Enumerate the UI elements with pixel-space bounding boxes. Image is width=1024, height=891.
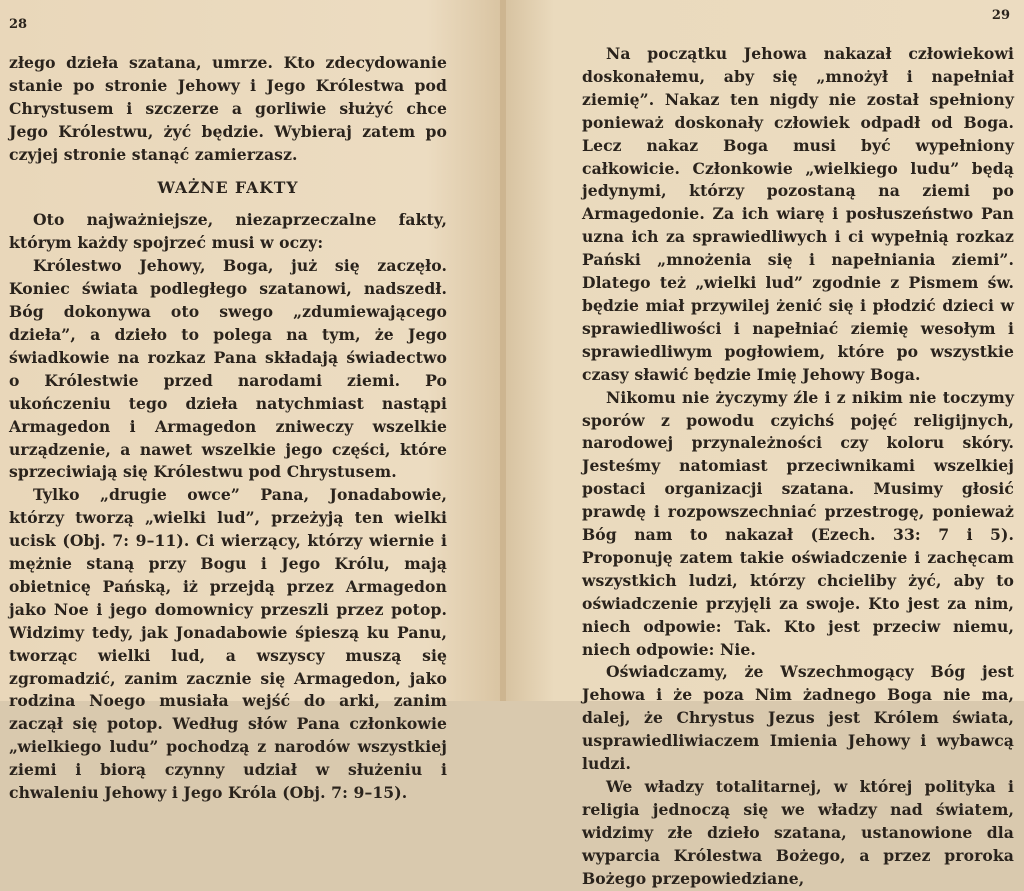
left-page: [0, 0, 502, 803]
book-gutter: [500, 0, 506, 701]
paragraph: Tylko „drugie owce” Pana, Jonadabowie, którzy tworzą „wielki lud”, przeżyją ten wielki ucisk (Obj. 7: 9–11). Ci wierzący, którzy wiernie i mężnie staną przy Bogu i Jego Królu, mają obietnicę Pańską, iż przejdą przez Armagedon jako Noe i jego domownicy przeszli przez potop. Widzimy tedy, jak Jonadabowie śpieszą ku Panu, tworząc wielki lud, a wszyscy muszą się zgromadzić, zanim zacznie się Armagedon, jako rodzina Noego musiała wejść do arki, zanim zaczął się potop. Według słów Pana członkowie „wielkiego ludu” pochodzą z narodów wszystkiej ziemi i biorą czynny udział w służeniu i chwaleniu Jehowy i Jego Króla (Obj. 7: 9–15).: [9, 485, 447, 803]
paragraph: Oto najważniejsze, niezaprzeczalne fakty, którym każdy spojrzeć musi w oczy:: [9, 210, 447, 253]
paragraph: Na początku Jehowa nakazał człowiekowi doskonałemu, aby się „mnożył i napełniał ziemię”. Nakaz ten nigdy nie został spełniony ponieważ doskonały człowiek odpadł od Boga. Lecz nakaz Boga musi być wypełniony całkowicie. Członkowie „wielkiego ludu” będą jedynymi, którzy pozostaną na ziemi po Armagedonie. Za ich wiarę i posłuszeństwo Pan uzna ich za sprawiedliwych i ci wypełnią rozkaz Pański „mnożenia się i napełniania ziemi”. Dlatego też „wielki lud” zgodnie z Pismem św. będzie miał przywilej żenić się i płodzić dzieci w sprawiedliwości i napełniać ziemię wesołym i sprawiedliwym pogłowiem, które po wszystkie czasy sławić będzie Imię Jehowy Boga.: [582, 44, 1014, 384]
paragraph: Królestwo Jehowy, Boga, już się zaczęło. Koniec świata podległego szatanowi, nadszedł. Bóg dokonywa oto swego „zdumiewającego dzieła”, a dzieło to polega na tym, że Jego świadkowie na rozkaz Pana składają świadectwo o Królestwie przed narodami ziemi. Po ukończeniu tego dzieła natychmiast nastąpi Armagedon i Armagedon zniweczy wszelkie urządzenie, a nawet wszelkie jego części, które sprzeciwiają się Królestwu pod Chrystusem.: [9, 256, 447, 482]
right-page-text: [582, 43, 1014, 891]
page-number-left: 28: [9, 17, 28, 32]
left-page-text: [9, 52, 447, 805]
section-heading: WAŻNE FAKTY: [157, 177, 299, 197]
paragraph: Oświadczamy, że Wszechmogący Bóg jest Jehowa i że poza Nim żadnego Boga nie ma, dalej, że Chrystus Jezus jest Królem świata, usprawiedliwiaczem Imienia Jehowy i wybawcą ludzi.: [582, 662, 1014, 774]
paragraph: We władzy totalitarnej, w której polityka i religia jednoczą się we władzy nad światem, widzimy złe dzieło szatana, ustanowione dla wyparcia Królestwa Bożego, a przez proroka Bożego przepowiedziane,: [582, 777, 1014, 888]
paragraph: Nikomu nie życzymy źle i z nikim nie toczymy sporów z powodu czyichś pojęć religijnych, narodowej przynależności czy koloru skóry. Jesteśmy natomiast przeciwnikami wszelkiej postaci organizacji szatana. Musimy głosić prawdę i rozpowszechniać przestrogę, ponieważ Bóg nam to nakazał (Ezech. 33: 7 i 5). Proponuję zatem takie oświadczenie i zachęcam wszystkich ludzi, którzy chcieliby żyć, aby to oświadczenie przyjęli za swoje. Kto jest za nim, niech odpowie: Tak. Kto jest przeciw niemu, niech odpowie: Nie.: [582, 387, 1014, 659]
paragraph: złego dzieła szatana, umrze. Kto zdecydowanie stanie po stronie Jehowy i Jego Królestwa pod Chrystusem i szczerze a gorliwie służyć chce Jego Królestwu, żyć będzie. Wybieraj zatem po czyjej stronie stanąć zamierzasz.: [9, 53, 447, 164]
right-page: [502, 0, 1024, 888]
page-number-right: 29: [991, 8, 1010, 23]
